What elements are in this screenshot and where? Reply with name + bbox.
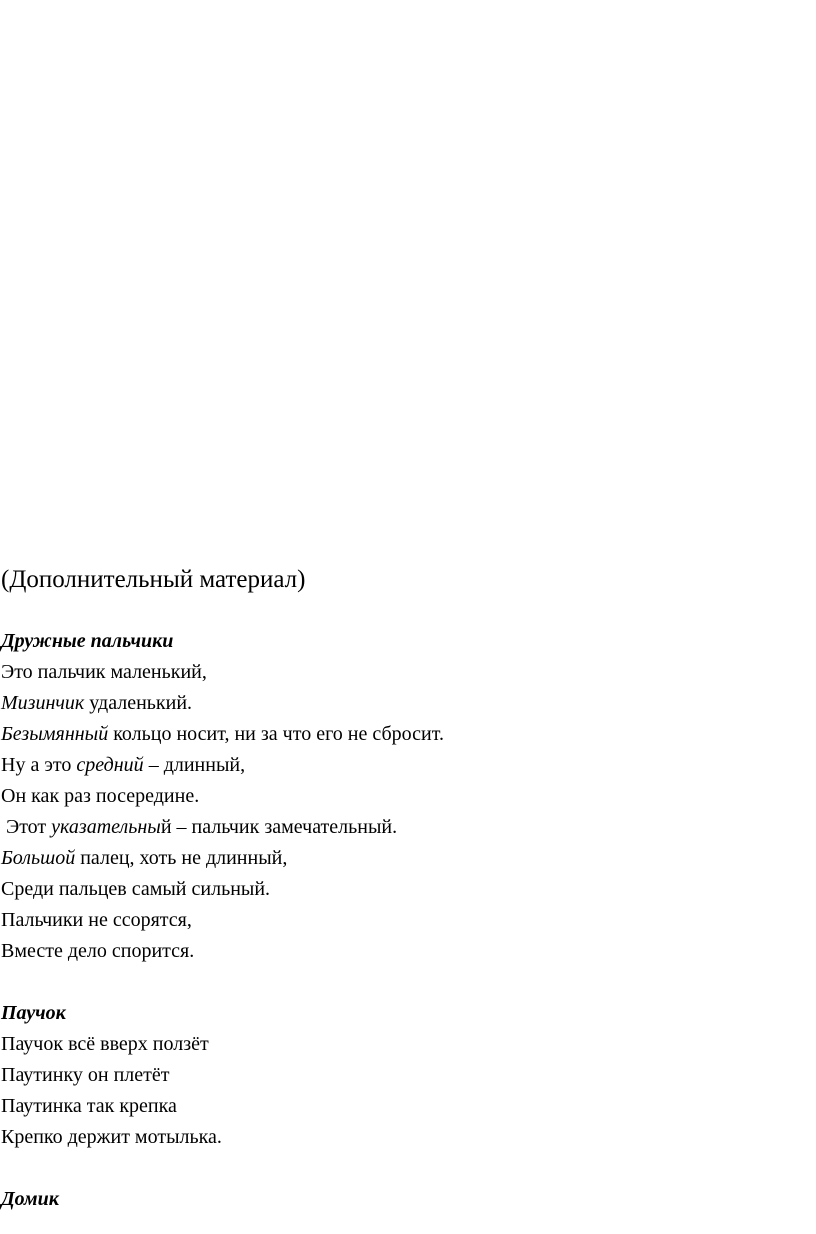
spacer: [0, 602, 816, 626]
text-run: Пальчики не ссорятся,: [1, 909, 192, 931]
italic-text: Большой: [1, 847, 76, 869]
poem-line: [0, 1029, 816, 1060]
poem-line: [0, 719, 816, 750]
text-run: кольцо носит, ни за что его не сбросит.: [108, 723, 444, 745]
text-run: Паучок всё вверх ползёт: [1, 1033, 209, 1055]
poem-line: [0, 750, 816, 781]
text-run: Среди пальцев самый сильный.: [1, 878, 271, 900]
poem-line: [0, 1091, 816, 1122]
text-run: Крепко держит мотылька.: [1, 1126, 222, 1148]
poem-title: Дружные пальчики: [1, 630, 174, 652]
poem-title: Домик: [1, 1188, 59, 1210]
text-run: удаленький.: [84, 692, 193, 714]
italic-text: средний: [76, 754, 144, 776]
poem-line: [0, 812, 816, 843]
poems-container: [0, 626, 816, 1215]
italic-text: указательны: [51, 816, 161, 838]
text-run: Этот: [1, 816, 52, 838]
poem-line: [0, 905, 816, 936]
text-run: Это пальчик маленький,: [1, 661, 207, 683]
text-run: палец, хоть не длинный,: [75, 847, 288, 869]
text-run: Вместе дело спорится.: [1, 940, 195, 962]
italic-text: Мизинчик: [1, 692, 85, 714]
text-run: – длинный,: [143, 754, 246, 776]
poem-title: Паучок: [1, 1002, 66, 1024]
poem-line: [0, 657, 816, 688]
stanza-gap: [0, 967, 816, 998]
poem-line: [0, 1122, 816, 1153]
stanza-gap: [0, 1153, 816, 1184]
italic-text: Безымянный: [1, 723, 109, 745]
text-run: Ну а это: [1, 754, 77, 776]
text-run: Паутинку он плетёт: [1, 1064, 170, 1086]
text-run: Он как раз посередине.: [1, 785, 200, 807]
text-run: Паутинка так крепка: [1, 1095, 177, 1117]
poem-line: [0, 688, 816, 719]
poem-line: [0, 874, 816, 905]
poem-line: [0, 936, 816, 967]
document-subtitle: (Дополнительный материал): [1, 566, 306, 593]
text-run: й – пальчик замечательный.: [160, 816, 398, 838]
poem-line: [0, 843, 816, 874]
poem-line: [0, 1060, 816, 1091]
document-page: [0, 558, 816, 1215]
poem-line: [0, 781, 816, 812]
